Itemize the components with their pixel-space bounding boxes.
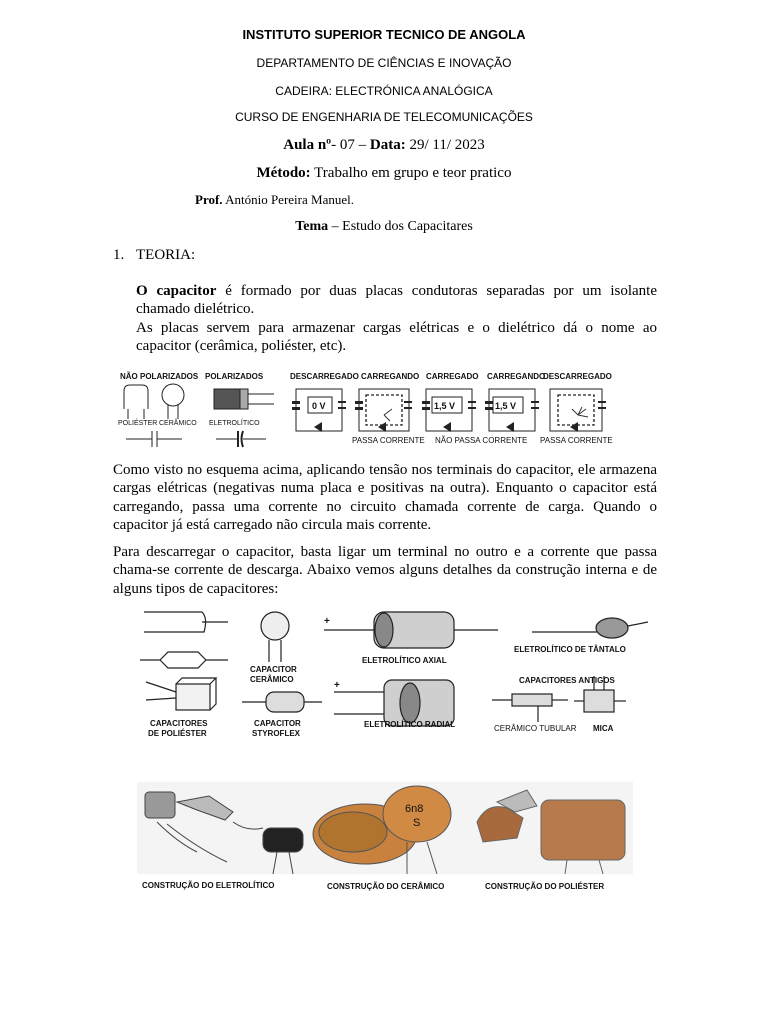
label-capacitores-poliester-1: CAPACITORES — [150, 719, 208, 728]
label-capacitores-poliester-2: DE POLIÉSTER — [148, 729, 207, 738]
label-capacitor-ceramico-1: CAPACITOR — [250, 665, 297, 674]
ceramic-marking-2: S — [413, 817, 421, 829]
plates-sentence: As placas servem para armazenar cargas elétricas e o dielétrico dá o nome ao capacitor (cerâmica, poliéster, etc). — [136, 319, 657, 355]
method-label: Método: — [256, 165, 311, 181]
lesson-label: Aula nº — [283, 137, 332, 153]
label-nao-passa-corrente: NÃO PASSA CORRENTE — [435, 436, 528, 445]
method-value: Trabalho em grupo e teor pratico — [310, 165, 512, 181]
label-descarregado-1: DESCARREGADO — [290, 372, 359, 381]
theme-value: – Estudo dos Capacitares — [328, 219, 473, 234]
capacitor-construction-figure — [137, 782, 633, 894]
label-construcao-poliester: CONSTRUÇÃO DO POLIÉSTER — [485, 882, 605, 891]
label-eletrolitico: ELETROLÍTICO — [209, 420, 260, 427]
label-carregando-1: CARREGANDO — [361, 372, 420, 381]
method-line — [0, 165, 768, 182]
meter-zero-volts: 0 V — [312, 401, 326, 411]
plus-radial: + — [334, 680, 340, 691]
label-passa-corrente-1: PASSA CORRENTE — [352, 436, 425, 445]
label-construcao-eletrolitico: CONSTRUÇÃO DO ELETROLÍTICO — [142, 881, 275, 890]
label-carregando-2: CARREGANDO — [487, 372, 546, 381]
theme-line — [0, 219, 768, 235]
label-ceramico-tubular: CERÂMICO TUBULAR — [494, 724, 577, 733]
professor-value: António Pereira Manuel. — [222, 192, 354, 207]
label-capacitores-antigos: CAPACITORES ANTIGOS — [519, 676, 615, 685]
paragraph-discharging: Para descarregar o capacitor, basta ligar um terminal no outro e a corrente que passa chama-se corrente de descarga. Abaixo vemos alguns detalhes da construção interna e de alguns tipos de capacitores: — [113, 544, 657, 597]
label-construcao-ceramico: CONSTRUÇÃO DO CERÂMICO — [327, 882, 445, 891]
label-polarizados: POLARIZADOS — [205, 372, 264, 381]
lesson-value: - 07 – — [331, 137, 367, 153]
label-eletrolitico-axial: ELETROLÍTICO AXIAL — [362, 656, 447, 665]
label-passa-corrente-2: PASSA CORRENTE — [540, 436, 613, 445]
label-mica: MICA — [593, 724, 614, 733]
section-title: TEORIA: — [136, 247, 196, 263]
capacitor-types-figure — [138, 604, 658, 742]
section-number: 1. — [113, 247, 125, 263]
label-descarregado-2: DESCARREGADO — [543, 372, 612, 381]
paragraph-charging: Como visto no esquema acima, aplicando tensão nos terminais do capacitor, ele armazena cargas elétricas (negativas numa placa e positivas na outra). Enquanto o capacitor está carregando, passa uma corrente no circuito chamada corrente de carga. Quando o capacitor já está carregado não circula mais corrente. — [113, 462, 657, 534]
plus-axial: + — [324, 616, 330, 627]
lesson-line — [0, 137, 768, 154]
paragraph-capacitor-definition — [136, 282, 657, 356]
label-capacitor-styroflex-2: STYROFLEX — [252, 729, 301, 738]
ceramic-marking-1: 6n8 — [405, 803, 424, 815]
section-heading — [113, 247, 195, 264]
capacitor-definition: é formado por duas placas condutoras separadas por um isolante chamado dielétrico. — [136, 283, 657, 318]
meter-charging-volts: 1,5 V — [495, 401, 517, 411]
date-value: 29/ 11/ 2023 — [405, 137, 485, 153]
capacitor-charging-diagram — [116, 367, 618, 452]
department-line: DEPARTAMENTO DE CIÊNCIAS E INOVAÇÃO — [256, 56, 512, 70]
label-capacitor-styroflex-1: CAPACITOR — [254, 719, 301, 728]
label-capacitor-ceramico-2: CERÂMICO — [250, 675, 294, 684]
label-nao-polarizados: NÃO POLARIZADOS — [120, 372, 199, 381]
theme-label: Tema — [295, 219, 329, 234]
capacitor-term: O capacitor — [136, 283, 217, 299]
professor-label: Prof. — [195, 192, 223, 207]
label-eletrolitico-radial: ELETROLÍTICO RADIAL — [364, 720, 456, 729]
label-carregado: CARREGADO — [426, 372, 479, 381]
label-poliester: POLIÉSTER — [118, 420, 158, 427]
program-line: CURSO DE ENGENHARIA DE TELECOMUNICAÇÕES — [235, 110, 533, 124]
professor-line — [195, 192, 354, 208]
label-ceramico: CERÂMICO — [159, 420, 197, 427]
label-eletrolitico-tantalo: ELETROLÍTICO DE TÂNTALO — [514, 645, 626, 654]
course-unit-line: CADEIRA: ELECTRÓNICA ANALÓGICA — [275, 84, 493, 98]
date-label: Data: — [369, 137, 406, 153]
institute-title: INSTITUTO SUPERIOR TECNICO DE ANGOLA — [242, 27, 526, 42]
meter-charged-volts: 1,5 V — [434, 401, 456, 411]
